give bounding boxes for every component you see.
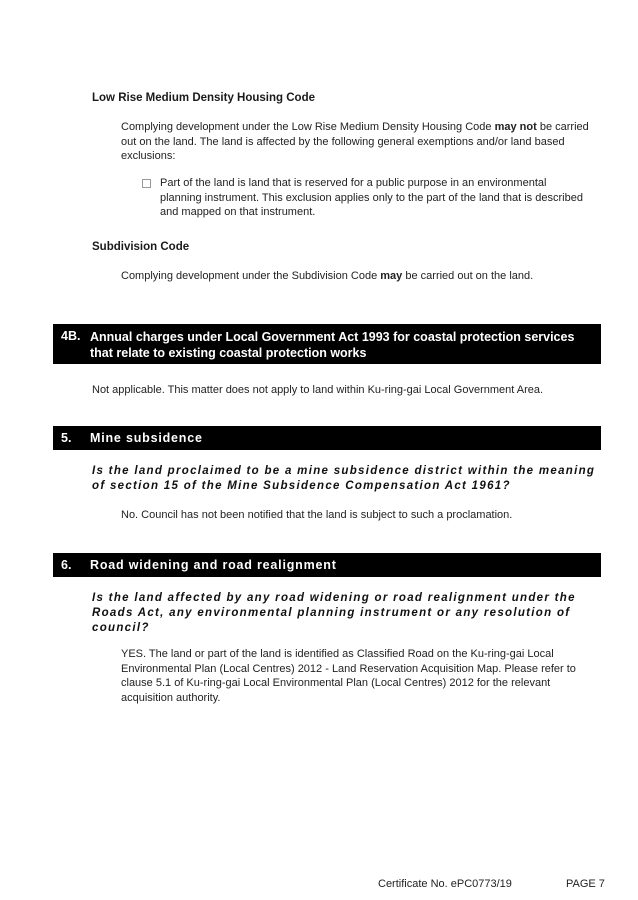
section-5-header (53, 426, 601, 450)
page-number: PAGE 7 (566, 878, 605, 890)
section-4b-header (53, 324, 601, 364)
section-5-answer: No. Council has not been notified that the land is subject to such a proclamation. (121, 509, 513, 521)
low-rise-heading: Low Rise Medium Density Housing Code (92, 92, 315, 104)
section-4b-body: Not applicable. This matter does not apply to land within Ku-ring-gai Local Government Area. (92, 384, 544, 396)
subdivision-para-bold: may (380, 270, 403, 282)
section-6-header (53, 553, 601, 577)
section-5-title: Mine subsidence (90, 431, 203, 445)
section-5-question: Is the land proclaimed to be a mine subsidence district within the meaning of section 15 of the Mine Subsidence Compensation Act 1961? (92, 465, 596, 492)
subdivision-heading: Subdivision Code (92, 241, 190, 253)
section-4b-number: 4B. (61, 329, 81, 343)
low-rise-para-post: be carried out on the land. The land is affected by the following general exemptions and/or land based exclusions: (121, 121, 589, 162)
section-4b-title: Annual charges under Local Government Act 1993 for coastal protection services that relate to existing coastal protection works (90, 330, 575, 360)
certificate-number: Certificate No. ePC0773/19 (378, 878, 512, 890)
checkbox-bullet-icon (142, 179, 151, 188)
subdivision-paragraph (121, 269, 591, 284)
low-rise-para-pre: Complying development under the Low Rise Medium Density Housing Code (121, 121, 495, 133)
low-rise-para-bold: may not (494, 121, 537, 133)
low-rise-exclusion-item: Part of the land is land that is reserved for a public purpose in an environmental planning instrument. This exclusion applies only to the part of the land that is described and mapped on that instrument. (160, 177, 583, 218)
low-rise-paragraph (121, 120, 591, 164)
subdivision-para-post: be carried out on the land. (402, 270, 534, 282)
section-6-number: 6. (61, 558, 72, 572)
section-6-question: Is the land affected by any road widening or road realignment under the Roads Act, any environmental planning instrument or any resolution of council? (92, 592, 576, 634)
section-6-title: Road widening and road realignment (90, 558, 337, 572)
section-5-number: 5. (61, 431, 72, 445)
subdivision-para-pre: Complying development under the Subdivision Code (121, 270, 381, 282)
section-6-answer: YES. The land or part of the land is identified as Classified Road on the Ku-ring-gai Local Environmental Plan (Local Centres) 2012 - Land Reservation Acquisition Map. Please refer to clause 5.1 of Ku-ring-gai Local Environmental Plan (Local Centres) 2012 for the relevant acquisition authority. (121, 648, 576, 704)
